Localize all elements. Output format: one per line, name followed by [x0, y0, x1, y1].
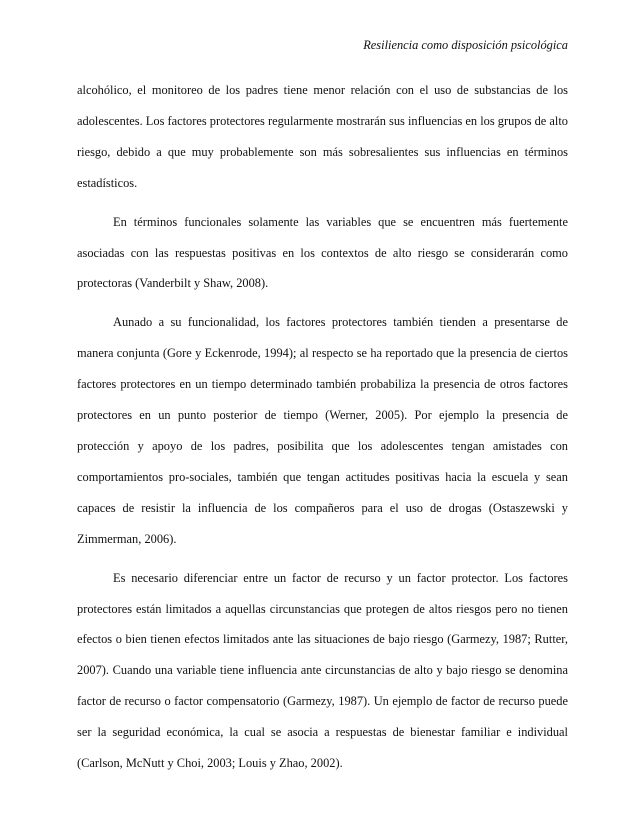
paragraph-joint-presentation: Aunado a su funcionalidad, los factores protectores también tienden a presentarse de manera conjunta (Gore y Eckenrode, 1994); al respecto se ha reportado que la presencia de ciertos factores protectores en un tiempo determinado también probabiliza la presencia de otros factores protectores en un punto posterior de tiempo (Werner, 2005). Por ejemplo la presencia de protección y apoyo de los padres, posibilita que los adolescentes tengan amistades con comportamientos pro-sociales, también que tengan actitudes positivas hacia la escuela y sean capaces de resistir la influencia de los compañeros para el uso de drogas (Ostaszewski y Zimmerman, 2006).	[77, 315, 568, 546]
running-head: Resiliencia como disposición psicológica	[363, 38, 568, 52]
paragraph-functional-terms: En términos funcionales solamente las variables que se encuentren más fuertemente asociadas con las respuestas positivas en los contextos de alto riesgo se considerarán como protectoras (Vanderbilt y Shaw, 2008).	[77, 214, 568, 291]
body-text	[77, 75, 568, 779]
paragraph-continuation: alcohólico, el monitoreo de los padres tiene menor relación con el uso de substancias de los adolescentes. Los factores protectores regularmente mostrarán sus influencias en los grupos de alto riesgo, debido a que muy probablemente son más sobresalientes sus influencias en términos estadísticos.	[77, 83, 568, 190]
paragraph-resource-vs-protective: Es necesario diferenciar entre un factor de recurso y un factor protector. Los factores protectores están limitados a aquellas circunstancias que protegen de altos riesgos pero no tienen efectos o bien tienen efectos limitados ante las situaciones de bajo riesgo (Garmezy, 1987; Rutter, 2007). Cuando una variable tiene influencia ante circunstancias de alto y bajo riesgo se denomina factor de recurso o factor compensatorio (Garmezy, 1987). Un ejemplo de factor de recurso puede ser la seguridad económica, la cual se asocia a respuestas de bienestar familiar e individual (Carlson, McNutt y Choi, 2003; Louis y Zhao, 2002).	[77, 570, 568, 771]
